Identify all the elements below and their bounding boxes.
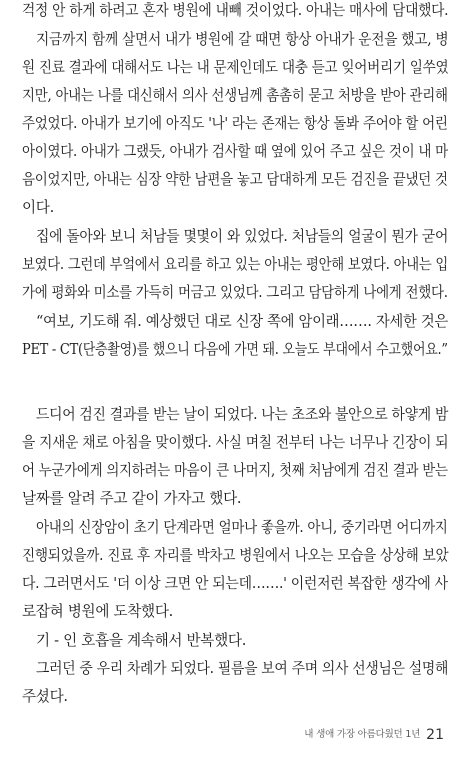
text-line: 걱정 안 하게 하려고 혼자 병원에 내빼 것이었다. 아내는 매사에 담대했다. [22,2,449,19]
text-line: 다. 그러면서도 '더 이상 크면 안 되는데…….' 이런저런 복잡한 생각에 사 [22,575,448,592]
text-line: 그러던 중 우리 차례가 되었다. 필름을 보여 주며 의사 선생님은 설명해 [36,660,449,677]
text-line: 아내의 신장암이 초기 단계라면 얼마나 좋을까. 아니, 중기라면 어디까지 [36,519,448,536]
text-line: 지만, 아내는 나를 대신해서 의사 선생님께 촘촘히 묻고 처방을 받아 관리해 [22,87,448,104]
text-line: 원 진료 결과에 대해서도 나는 내 문제인데도 대충 듣고 잊어버리기 일쑤였 [22,59,449,76]
text-line: 집에 돌아와 보니 처남들 몇몇이 와 있었다. 처남들의 얼굴이 뭔가 굳어 [36,228,449,245]
text-line: 주셨다. [22,688,68,705]
text-line: 날짜를 알려 주고 같이 가자고 했다. [22,490,242,507]
text-line: “여보, 기도해 줘. 예상했던 대로 신장 쪽에 암이래……. 자세한 것은 [36,313,448,330]
text-line: 가에 평화와 미소를 가득히 머금고 있었다. 그리고 담담하게 나에게 전했다. [22,284,448,301]
text-line: 음이었지만, 아내는 심장 약한 남편을 놓고 담대하게 모든 검진을 끝냈던 것 [22,171,448,188]
text-line: 지금까지 함께 살면서 내가 병원에 갈 때면 항상 아내가 운전을 했고, 병 [36,31,449,48]
page-number: 21 [426,727,444,743]
text-line: 어 누군가에게 의지하려는 마음이 큰 나머지, 첫째 처남에게 검진 결과 받는 [22,462,448,479]
running-title: 내 생애 가장 아름다웠던 1년 [304,729,421,740]
text-line: PET - CT(단층촬영)를 했으니 다음에 가면 돼. 오늘도 부대에서 수고했어요.” [22,341,448,358]
text-line: 아이였다. 아내가 그랬듯, 아내가 검사할 때 옆에 있어 주고 싶은 것이 내 마 [22,143,448,160]
page-footer [304,724,444,743]
text-line: 보였다. 그런데 부엌에서 요리를 하고 있는 아내는 평안해 보였다. 아내는 입 [22,256,449,273]
text-line: 진행되었을까. 진료 후 자리를 박차고 병원에서 나오는 모습을 상상해 보았 [22,547,449,564]
text-line: 로잡혀 병원에 도착했다. [22,603,173,620]
text-line: 을 지새운 채로 아침을 맞이했다. 사실 며칠 전부터 나는 너무나 긴장이 되 [22,434,449,451]
text-line: 이다. [22,199,54,216]
text-line: 드디어 검진 결과를 받는 날이 되었다. 나는 초조와 불안으로 하얗게 밤 [36,406,449,423]
text-line: 주었었다. 아내가 보기에 아직도 '나' 라는 존재는 항상 돌봐 주어야 할 어린 [22,115,448,132]
text-line: 기 - 인 호흡을 계속해서 반복했다. [36,632,247,649]
